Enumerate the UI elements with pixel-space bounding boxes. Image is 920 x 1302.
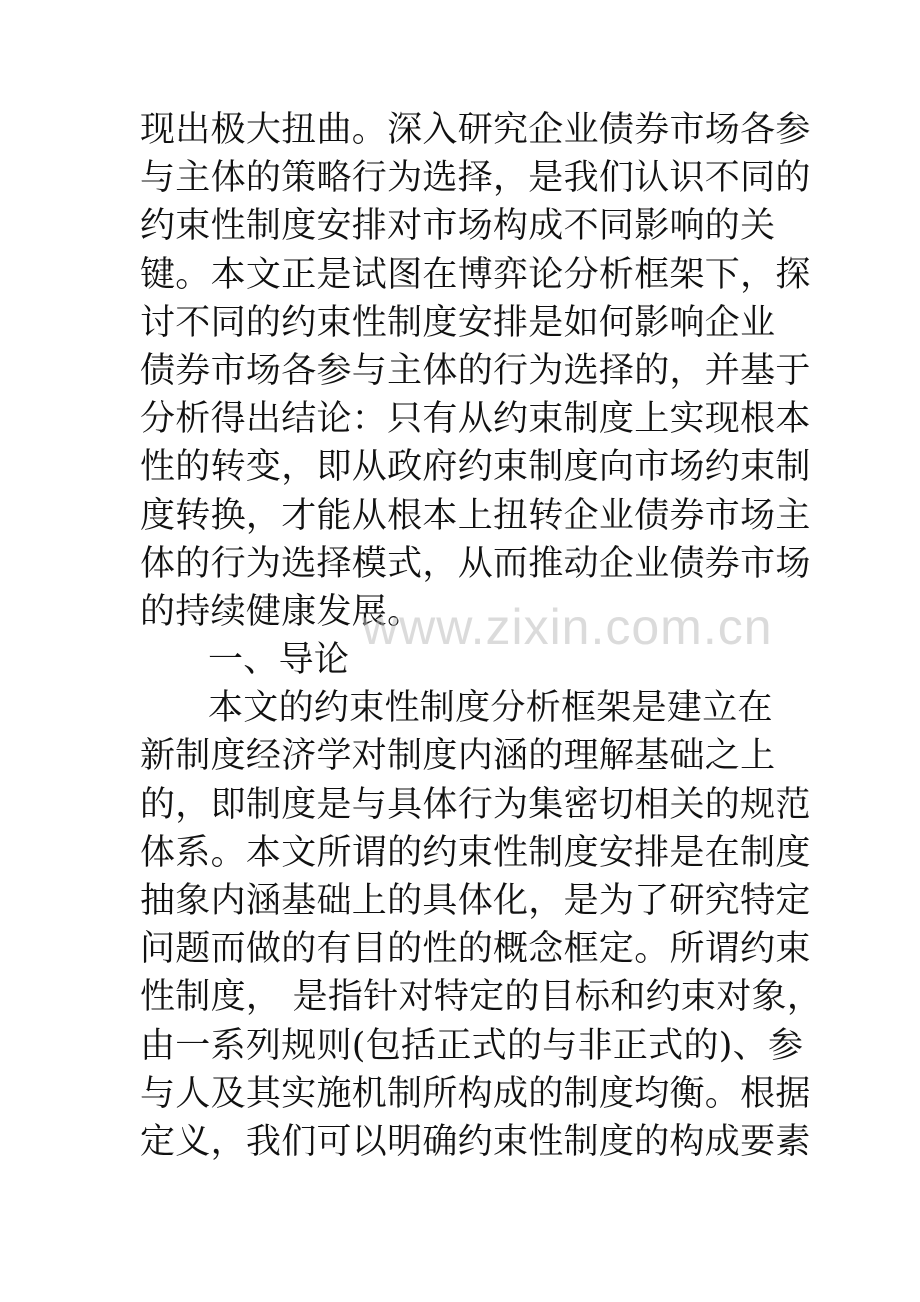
text-line: 度转换，才能从根本上扭转企业债券市场主 xyxy=(140,495,811,536)
section-heading: 一、导论 xyxy=(208,640,350,681)
text-line: 约束性制度安排对市场构成不同影响的关 xyxy=(140,206,776,247)
text-line: 问题而做的有目的性的概念框定。所谓约束 xyxy=(140,929,811,970)
text-line: 性制度， 是指针对特定的目标和约束对象， xyxy=(140,977,823,1018)
text-line: 体系。本文所谓的约束性制度安排是在制度 xyxy=(140,832,811,873)
text-line: 债券市场各参与主体的行为选择的，并基于 xyxy=(140,350,811,391)
text-line: 本文的约束性制度分析框架是建立在 xyxy=(208,688,773,729)
text-line: 的，即制度是与具体行为集密切相关的规范 xyxy=(140,784,811,825)
text-line: 性的转变，即从政府约束制度向市场约束制 xyxy=(140,447,811,488)
text-line: 的持续健康发展。 xyxy=(140,591,423,632)
text-line: 与人及其实施机制所构成的制度均衡。根据 xyxy=(140,1073,811,1114)
watermark: www.zixin.com.cn xyxy=(362,599,773,655)
text-line: 定义，我们可以明确约束性制度的构成要素 xyxy=(140,1121,811,1162)
text-line: 新制度经济学对制度内涵的理解基础之上 xyxy=(140,736,776,777)
text-line: 由一系列规则(包括正式的与非正式的)、参 xyxy=(140,1025,804,1066)
text-line: 分析得出结论：只有从约束制度上实现根本 xyxy=(140,399,811,440)
text-line: 体的行为选择模式，从而推动企业债券市场 xyxy=(140,543,811,584)
text-line: 抽象内涵基础上的具体化，是为了研究特定 xyxy=(140,881,811,921)
text-line: 键。本文正是试图在博弈论分析框架下，探 xyxy=(140,254,811,295)
text-line: 讨不同的约束性制度安排是如何影响企业 xyxy=(140,302,776,343)
text-line: 与主体的策略行为选择，是我们认识不同的 xyxy=(140,158,811,199)
text-line: 现出极大扭曲。深入研究企业债券市场各参 xyxy=(140,110,811,150)
